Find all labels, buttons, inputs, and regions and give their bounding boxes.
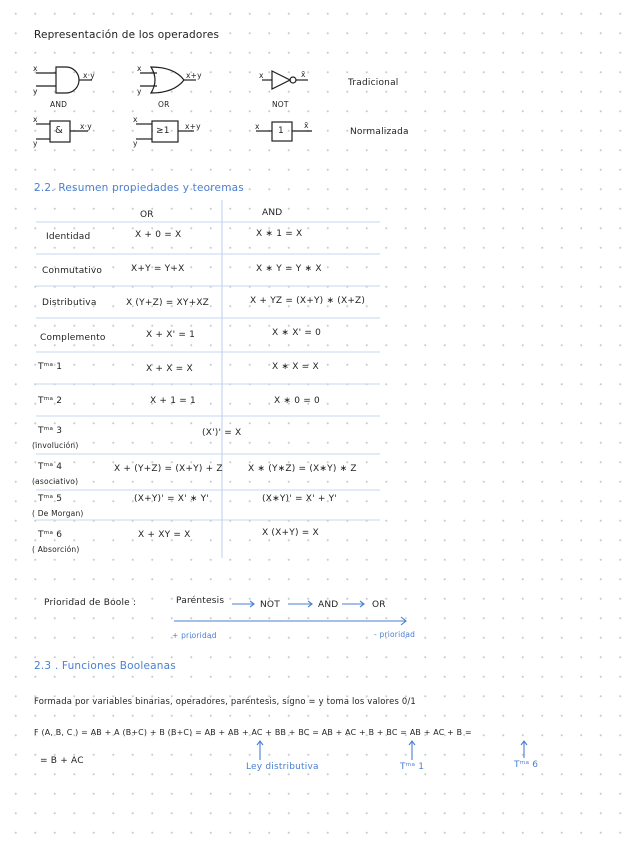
table-row-or: X (Y+Z) = XY+XZ <box>126 298 210 308</box>
table-row-and: X ∗ Y = Y ∗ X <box>256 264 322 274</box>
section-2-3-title: 2.3 . Funciones Booleanas <box>34 660 176 672</box>
priority-label: Prioridad de Boole : <box>44 598 137 608</box>
table-row-and: X + YZ = (X+Y) ∗ (X+Z) <box>250 296 366 306</box>
table-row-name: Conmutativo <box>42 266 103 276</box>
table-row-and: X ∗ 0 = 0 <box>274 396 320 406</box>
annotation-theorem-1: Tᵐᵃ 1 <box>400 762 425 772</box>
and-label: AND <box>50 100 68 109</box>
table-row-name: Distributiva <box>42 298 97 308</box>
nor-input-y: y <box>133 139 138 148</box>
nor-input-x: x <box>133 115 138 124</box>
or-label: OR <box>158 100 170 109</box>
table-row-or: (X+Y)' = X' ∗ Y' <box>134 494 210 504</box>
col-header-and: AND <box>262 208 283 218</box>
nnot-symbol: 1 <box>278 126 284 136</box>
table-row-or: X + 1 = 1 <box>150 396 196 406</box>
nand-output: x·y <box>80 122 92 131</box>
col-header-or: OR <box>140 210 154 220</box>
table-row-or: X + X' = 1 <box>146 330 196 340</box>
boolean-function-description: Formada por variables binarias, operadores, paréntesis, signo = y toma los valores 0/1 <box>34 696 416 706</box>
table-row-and: X ∗ X = X <box>272 362 319 372</box>
table-row-sub: ( Absorción) <box>32 545 80 554</box>
table-row-and: X ∗ 1 = X <box>256 229 303 239</box>
and-input-x: x <box>33 64 38 73</box>
table-row-or: X+Y = Y+X <box>131 264 185 274</box>
more-priority-label: + prioridad <box>172 631 217 640</box>
priority-step: Paréntesis <box>176 596 225 606</box>
nand-input-y: y <box>33 139 38 148</box>
not-input-x: x <box>259 71 264 80</box>
table-row-name: Identidad <box>46 232 91 242</box>
nor-symbol: ≥1 <box>156 126 170 136</box>
priority-step: OR <box>372 600 386 610</box>
not-output: x̄ <box>301 70 306 79</box>
priority-step: NOT <box>260 600 280 610</box>
table-row-or: X + 0 = X <box>135 230 182 240</box>
nor-output: x+y <box>185 122 201 131</box>
traditional-row-label: Tradicional <box>348 78 399 88</box>
table-row-and: X (X+Y) = X <box>262 528 319 538</box>
table-row-both: (X')' = X <box>202 428 242 438</box>
table-row-name: Tᵐᵃ 5 <box>38 494 63 504</box>
or-input-x: x <box>137 64 142 73</box>
nand-input-x: x <box>33 115 38 124</box>
table-row-and: (X∗Y)' = X' + Y' <box>262 494 338 504</box>
table-row-or: X + X = X <box>146 364 193 374</box>
table-row-name: Tᵐᵃ 1 <box>38 362 63 372</box>
section-2-2-title: 2.2. Resumen propiedades y teoremas <box>34 182 244 194</box>
table-row-name: Tᵐᵃ 4 <box>38 462 63 472</box>
table-row-or: X + XY = X <box>138 530 191 540</box>
table-row-or: X + (Y+Z) = (X+Y) + Z <box>114 464 223 474</box>
page-title: Representación de los operadores <box>34 29 220 41</box>
boolean-equation-line-2: = B + AC <box>40 756 84 766</box>
table-row-sub: ( De Morgan) <box>32 509 84 518</box>
annotation-theorem-6: Tᵐᵃ 6 <box>514 760 539 770</box>
boolean-equation-line-1: F (A, B, C ) = AB + A (B+C) + B (B+C) = AB + AB + AC + BB + BC = AB + AC + B + BC = AB + AC + B = <box>34 728 472 737</box>
nnot-input-x: x <box>255 122 260 131</box>
table-row-name: Complemento <box>40 333 106 343</box>
or-input-y: y <box>137 87 142 96</box>
not-label: NOT <box>272 100 289 109</box>
priority-step: AND <box>318 600 339 610</box>
normalized-row-label: Normalizada <box>350 127 409 137</box>
table-row-sub: (involución) <box>32 441 79 450</box>
and-input-y: y <box>33 87 38 96</box>
table-row-name: Tᵐᵃ 6 <box>38 530 63 540</box>
nand-symbol: & <box>55 125 63 136</box>
table-row-name: Tᵐᵃ 2 <box>38 396 63 406</box>
table-row-name: Tᵐᵃ 3 <box>38 426 63 436</box>
and-output: x·y <box>83 71 95 80</box>
table-row-sub: (asociativo) <box>32 477 79 486</box>
less-priority-label: - prioridad <box>374 630 416 639</box>
table-row-and: X ∗ (Y∗Z) = (X∗Y) ∗ Z <box>248 464 357 474</box>
table-row-and: X ∗ X' = 0 <box>272 328 322 338</box>
annotation-distributive: Ley distributiva <box>246 762 319 772</box>
or-output: x+y <box>186 71 202 80</box>
nnot-output: x̄ <box>304 121 309 130</box>
